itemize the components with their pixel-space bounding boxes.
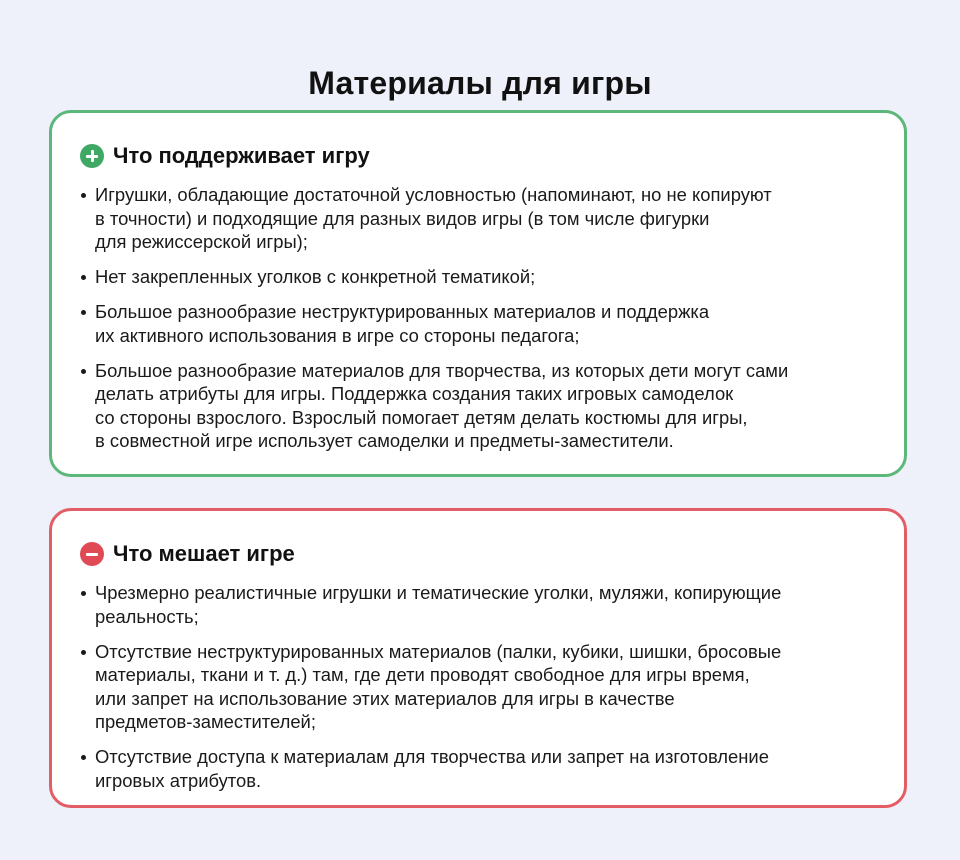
page-title: Материалы для игры: [308, 65, 652, 102]
plus-circle-icon: [80, 144, 104, 168]
list-item: Отсутствие доступа к материалам для творчества или запрет на изготовление игровых атрибутов.: [80, 745, 874, 792]
list-item: Чрезмерно реалистичные игрушки и тематические уголки, муляжи, копирующие реальность;: [80, 581, 874, 628]
hinders-header: [80, 541, 874, 567]
hinders-card: [49, 508, 907, 808]
hinders-title: Что мешает игре: [113, 541, 295, 566]
list-item: Большое разнообразие неструктурированных материалов и поддержка их активного использования в игре со стороны педагога;: [80, 300, 874, 347]
supports-card: [49, 110, 907, 477]
supports-list: [80, 183, 874, 453]
hinders-list: [80, 581, 874, 792]
list-item: Отсутствие неструктурированных материалов (палки, кубики, шишки, бросовые материалы, ткани и т. д.) там, где дети проводят свободное для игры время, или запрет на использование этих материалов для игры в качестве предметов-заместителей;: [80, 640, 874, 734]
minus-circle-icon: [80, 542, 104, 566]
list-item: Игрушки, обладающие достаточной условностью (напоминают, но не копируют в точности) и подходящие для разных видов игры (в том числе фигурки для режиссерской игры);: [80, 183, 874, 254]
list-item: Большое разнообразие материалов для творчества, из которых дети могут сами делать атрибуты для игры. Поддержка создания таких игровых самоделок со стороны взрослого. Взрослый помогает детям делать костюмы для игры, в совместной игре использует самоделки и предметы-заместители.: [80, 359, 874, 453]
supports-title: Что поддерживает игру: [113, 143, 370, 168]
supports-header: [80, 143, 874, 169]
list-item: Нет закрепленных уголков с конкретной тематикой;: [80, 265, 874, 289]
